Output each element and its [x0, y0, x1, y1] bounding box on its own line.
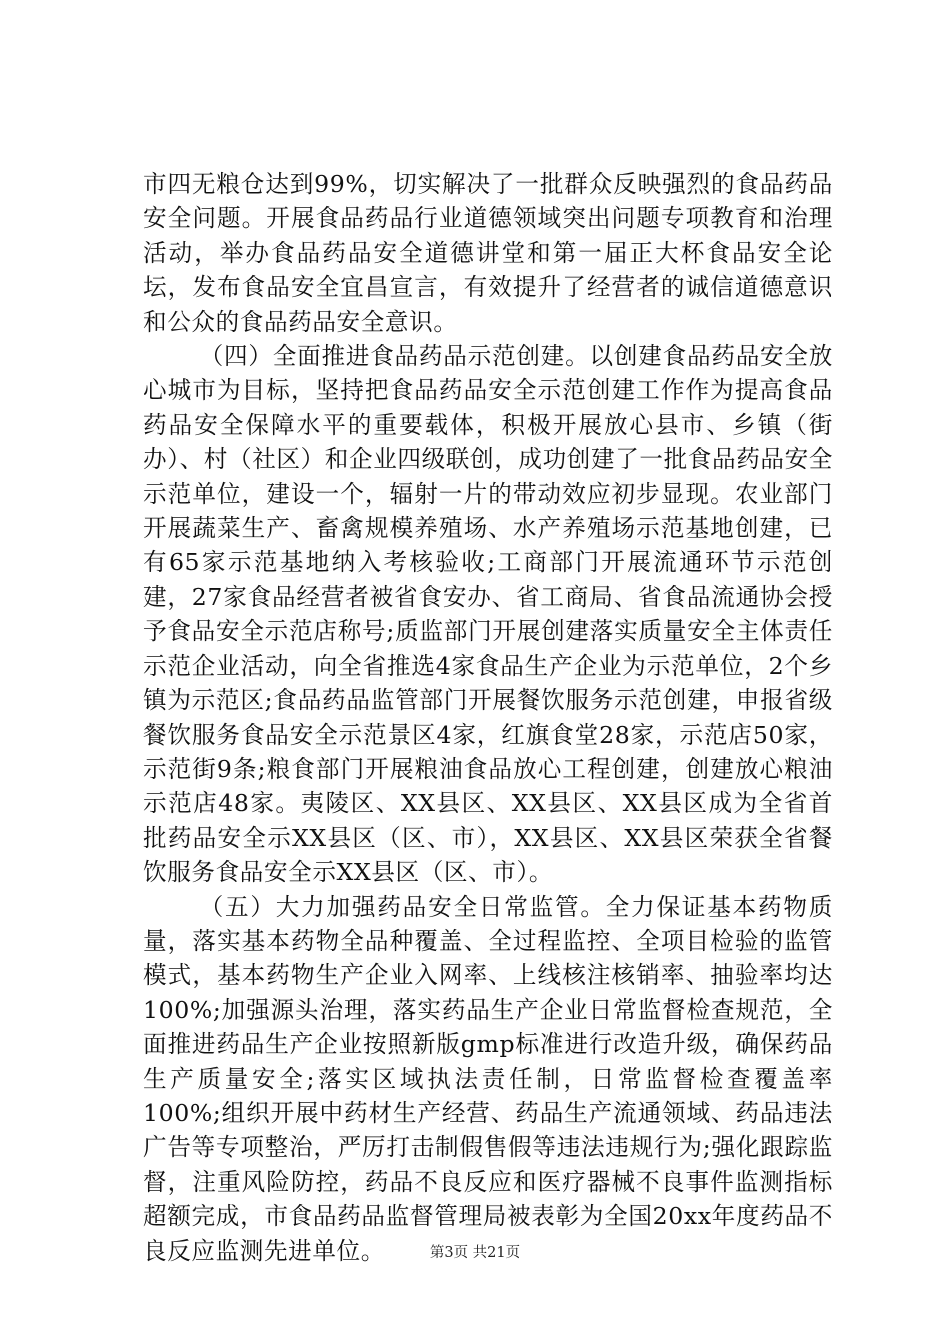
- paragraph-1: 市四无粮仓达到99%，切实解决了一批群众反映强烈的食品药品安全问题。开展食品药品行业道德领域突出问题专项教育和治理活动，举办食品药品安全道德讲堂和第一届正大杯食品安全论坛，发布食品安全宜昌宣言，有效提升了经营者的诚信道德意识和公众的食品药品安全意识。: [143, 170, 833, 336]
- paragraph-2: （四）全面推进食品药品示范创建。以创建食品药品安全放心城市为目标，坚持把食品药品安全示范创建工作作为提高食品药品安全保障水平的重要载体，积极开展放心县市、乡镇（街办）、村（社区）和企业四级联创，成功创建了一批食品药品安全示范单位，建设一个，辐射一片的带动效应初步显现。农业部门开展蔬菜生产、畜禽规模养殖场、水产养殖场示范基地创建，已有65家示范基地纳入考核验收;工商部门开展流通环节示范创建，27家食品经营者被省食安办、省工商局、省食品流通协会授予食品安全示范店称号;质监部门开展创建落实质量安全主体责任示范企业活动，向全省推选4家食品生产企业为示范单位，2个乡镇为示范区;食品药品监管部门开展餐饮服务示范创建，申报省级餐饮服务食品安全示范景区4家，红旗食堂28家，示范店50家，示范街9条;粮食部门开展粮油食品放心工程创建，创建放心粮油示范店48家。夷陵区、XX县区、XX县区、XX县区成为全省首批药品安全示XX县区（区、市），XX县区、XX县区荣获全省餐饮服务食品安全示XX县区（区、市）。: [143, 342, 833, 887]
- paragraph-3: （五）大力加强药品安全日常监管。全力保证基本药物质量，落实基本药物全品种覆盖、全过程监控、全项目检验的监管模式，基本药物生产企业入网率、上线核注核销率、抽验率均达100%;加强源头治理，落实药品生产企业日常监督检查规范，全面推进药品生产企业按照新版gmp标准进行改造升级，确保药品生产质量安全;落实区域执法责任制，日常监督检查覆盖率100%;组织开展中药材生产经营、药品生产流通领域、药品违法广告等专项整治，严厉打击制假售假等违法违规行为;强化跟踪监督，注重风险防控，药品不良反应和医疗器械不良事件监测指标超额完成，市食品药品监督管理局被表彰为全国20xx年度药品不良反应监测先进单位。: [143, 892, 833, 1265]
- body-text: [143, 167, 833, 1268]
- page-number-footer: 第3页 共21页: [429, 1245, 521, 1261]
